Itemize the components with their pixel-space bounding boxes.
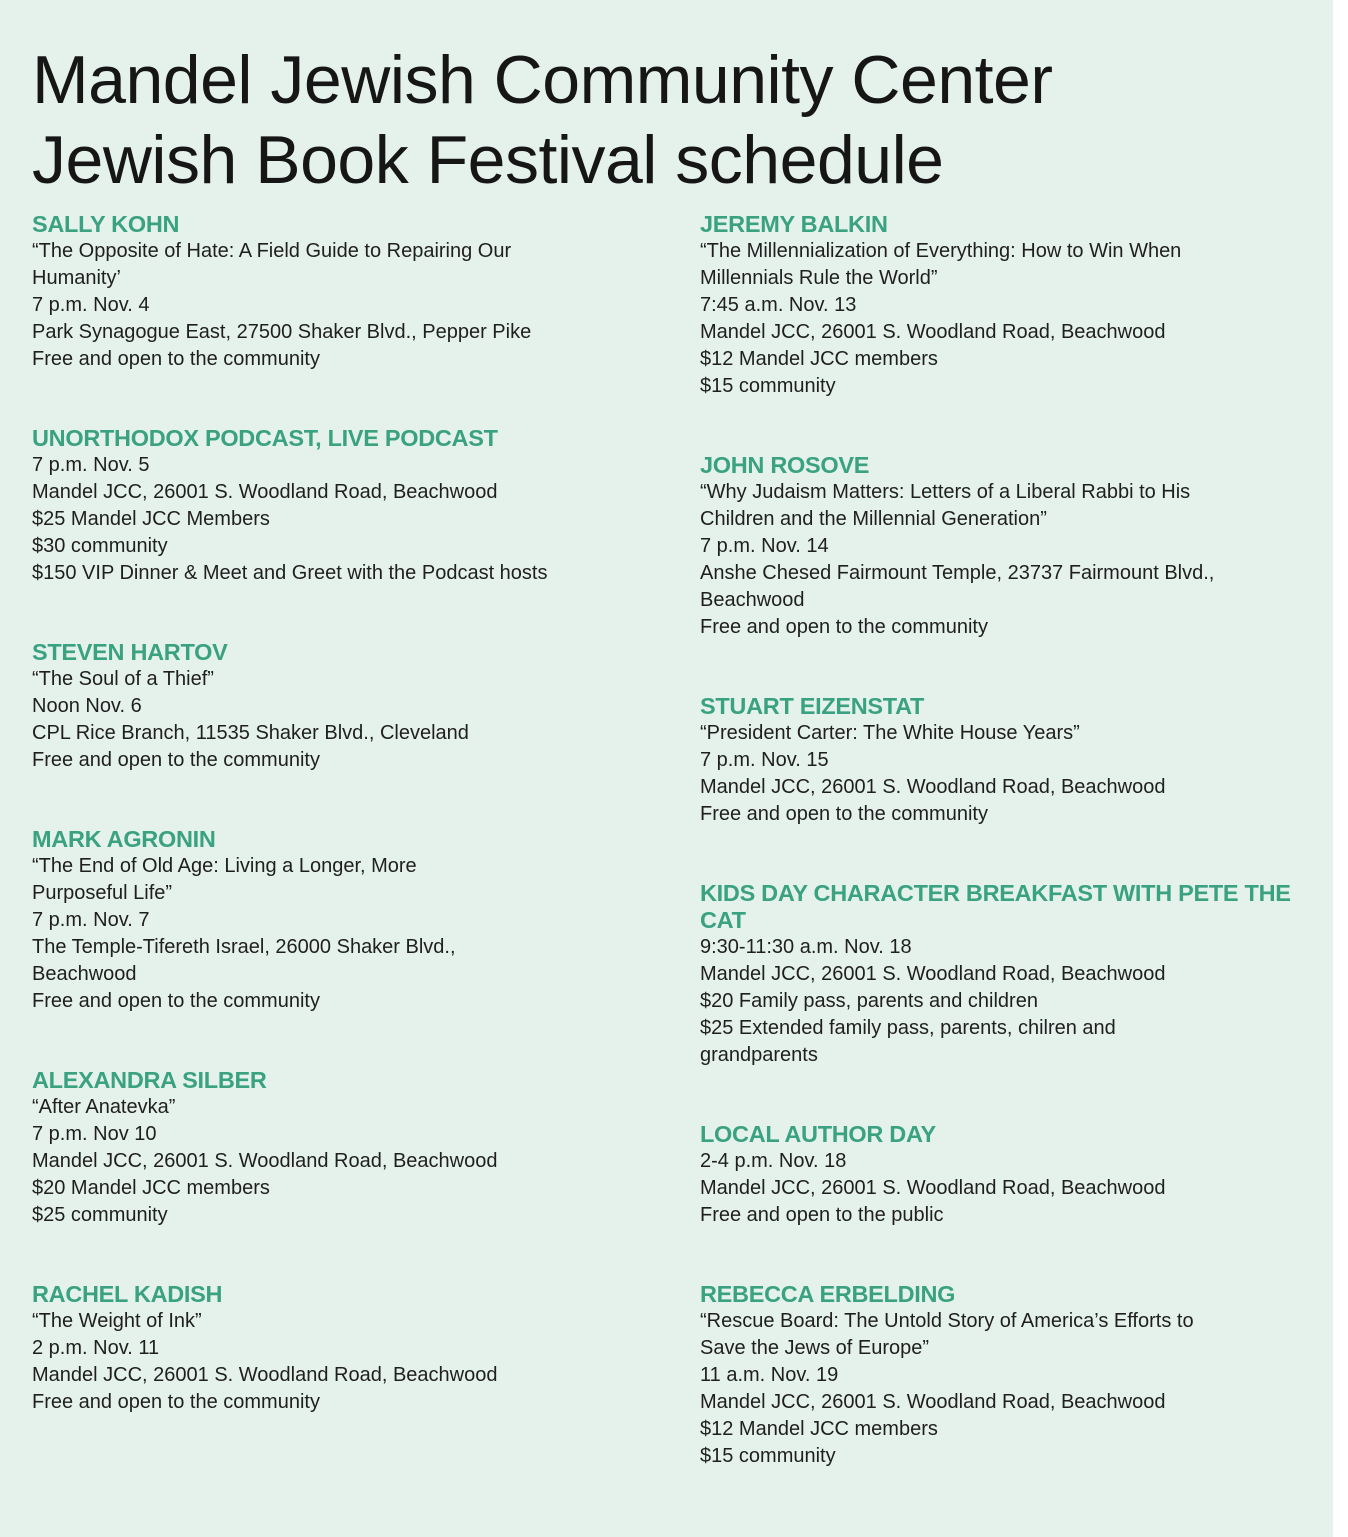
entry-spacer <box>700 1069 1320 1121</box>
event-entry <box>700 1281 1320 1470</box>
event-detail-line: 7 p.m. Nov. 14 <box>700 535 829 557</box>
event-detail-line: Humanity’ <box>32 267 121 289</box>
event-detail-line: Free and open to the community <box>32 990 320 1012</box>
entry-spacer <box>32 1015 652 1067</box>
event-name: SALLY KOHN <box>32 211 180 237</box>
event-detail-line: Park Synagogue East, 27500 Shaker Blvd., Pepper Pike <box>32 321 532 343</box>
event-entry <box>700 452 1320 641</box>
event-detail-line: CPL Rice Branch, 11535 Shaker Blvd., Cleveland <box>32 722 469 744</box>
event-name: STEVEN HARTOV <box>32 639 228 665</box>
entry-spacer <box>32 373 652 425</box>
event-detail-line: “The Soul of a Thief” <box>32 668 214 690</box>
event-detail-line: $12 Mandel JCC members <box>700 348 938 370</box>
event-entry <box>32 639 652 774</box>
event-detail-line: 2-4 p.m. Nov. 18 <box>700 1150 847 1172</box>
event-detail-line: Free and open to the public <box>700 1204 944 1226</box>
event-detail-line: $25 community <box>32 1204 168 1226</box>
event-name: REBECCA ERBELDING <box>700 1281 956 1307</box>
entry-spacer <box>32 1229 652 1281</box>
entry-spacer <box>700 641 1320 693</box>
page-title <box>32 40 1312 200</box>
event-entry <box>32 1067 652 1229</box>
page-title-line-1: Mandel Jewish Community Center <box>32 42 1053 118</box>
event-entry <box>700 693 1320 828</box>
event-detail-line: “After Anatevka” <box>32 1096 176 1118</box>
event-detail-line: Children and the Millennial Generation” <box>700 508 1047 530</box>
event-detail-line: Mandel JCC, 26001 S. Woodland Road, Beachwood <box>32 481 498 503</box>
entry-spacer <box>700 1229 1320 1281</box>
event-detail-line: $20 Family pass, parents and children <box>700 990 1038 1012</box>
event-detail-line: Free and open to the community <box>700 803 988 825</box>
event-detail-line: Mandel JCC, 26001 S. Woodland Road, Beachwood <box>700 1177 1166 1199</box>
event-detail-line: 7 p.m. Nov. 5 <box>32 454 150 476</box>
event-detail-line: Save the Jews of Europe” <box>700 1337 930 1359</box>
event-name: STUART EIZENSTAT <box>700 693 925 719</box>
event-detail-line: Mandel JCC, 26001 S. Woodland Road, Beachwood <box>700 321 1166 343</box>
event-name: LOCAL AUTHOR DAY <box>700 1121 936 1147</box>
event-detail-line: Free and open to the community <box>32 348 320 370</box>
event-detail-line: $15 community <box>700 1445 836 1467</box>
event-entry <box>32 211 652 373</box>
event-detail-line: Free and open to the community <box>32 1391 320 1413</box>
event-detail-line: 11 a.m. Nov. 19 <box>700 1364 839 1386</box>
entry-spacer <box>700 828 1320 880</box>
event-detail-line: Mandel JCC, 26001 S. Woodland Road, Beachwood <box>700 963 1166 985</box>
event-detail-line: Anshe Chesed Fairmount Temple, 23737 Fairmount Blvd., <box>700 562 1215 584</box>
event-detail-line: Mandel JCC, 26001 S. Woodland Road, Beachwood <box>700 776 1166 798</box>
entry-spacer <box>32 587 652 639</box>
event-detail-line: Millennials Rule the World” <box>700 267 938 289</box>
event-detail-line: Noon Nov. 6 <box>32 695 142 717</box>
event-name: RACHEL KADISH <box>32 1281 223 1307</box>
event-entry <box>32 826 652 1015</box>
event-detail-line: “The Opposite of Hate: A Field Guide to Repairing Our <box>32 240 512 262</box>
event-detail-line: Beachwood <box>700 589 805 611</box>
event-entry <box>32 1281 652 1416</box>
event-detail-line: 9:30-11:30 a.m. Nov. 18 <box>700 936 912 958</box>
schedule-column-right <box>700 211 1320 1470</box>
entry-spacer <box>700 400 1320 452</box>
event-detail-line: $12 Mandel JCC members <box>700 1418 938 1440</box>
event-name: JEREMY BALKIN <box>700 211 888 237</box>
event-detail-line: “The Millennialization of Everything: How to Win When <box>700 240 1182 262</box>
event-detail-line: “Why Judaism Matters: Letters of a Liberal Rabbi to His <box>700 481 1191 503</box>
event-detail-line: $150 VIP Dinner & Meet and Greet with the Podcast hosts <box>32 562 548 584</box>
event-detail-line: $25 Extended family pass, parents, chilren and <box>700 1017 1116 1039</box>
event-detail-line: 7 p.m. Nov. 7 <box>32 909 150 931</box>
schedule-column-left <box>32 211 652 1416</box>
event-name: JOHN ROSOVE <box>700 452 870 478</box>
event-entry <box>700 880 1320 1069</box>
event-detail-line: “Rescue Board: The Untold Story of America’s Efforts to <box>700 1310 1194 1332</box>
event-detail-line: 7 p.m. Nov. 15 <box>700 749 829 771</box>
event-entry <box>700 211 1320 400</box>
event-detail-line: grandparents <box>700 1044 818 1066</box>
event-detail-line: $20 Mandel JCC members <box>32 1177 270 1199</box>
event-detail-line: Mandel JCC, 26001 S. Woodland Road, Beachwood <box>32 1150 498 1172</box>
event-detail-line: Free and open to the community <box>32 749 320 771</box>
event-entry <box>700 1121 1320 1229</box>
event-detail-line: $30 community <box>32 535 168 557</box>
event-detail-line: 7 p.m. Nov. 4 <box>32 294 150 316</box>
event-detail-line: The Temple-Tifereth Israel, 26000 Shaker Blvd., <box>32 936 456 958</box>
event-detail-line: 2 p.m. Nov. 11 <box>32 1337 160 1359</box>
event-entry <box>32 425 652 587</box>
event-detail-line: Mandel JCC, 26001 S. Woodland Road, Beachwood <box>32 1364 498 1386</box>
event-detail-line: “The End of Old Age: Living a Longer, More <box>32 855 417 877</box>
event-detail-line: Beachwood <box>32 963 137 985</box>
event-detail-line: Mandel JCC, 26001 S. Woodland Road, Beachwood <box>700 1391 1166 1413</box>
event-detail-line: 7 p.m. Nov 10 <box>32 1123 157 1145</box>
event-name: MARK AGRONIN <box>32 826 216 852</box>
event-name: ALEXANDRA SILBER <box>32 1067 267 1093</box>
event-detail-line: $15 community <box>700 375 836 397</box>
event-name: KIDS DAY CHARACTER BREAKFAST WITH PETE THE CAT <box>700 880 1291 933</box>
event-detail-line: Free and open to the community <box>700 616 988 638</box>
event-detail-line: $25 Mandel JCC Members <box>32 508 270 530</box>
entry-spacer <box>32 774 652 826</box>
event-detail-line: 7:45 a.m. Nov. 13 <box>700 294 857 316</box>
event-detail-line: “The Weight of Ink” <box>32 1310 202 1332</box>
event-detail-line: “President Carter: The White House Years” <box>700 722 1080 744</box>
page-title-line-2: Jewish Book Festival schedule <box>32 122 944 198</box>
event-detail-line: Purposeful Life” <box>32 882 173 904</box>
event-name: UNORTHODOX PODCAST, LIVE PODCAST <box>32 425 498 451</box>
